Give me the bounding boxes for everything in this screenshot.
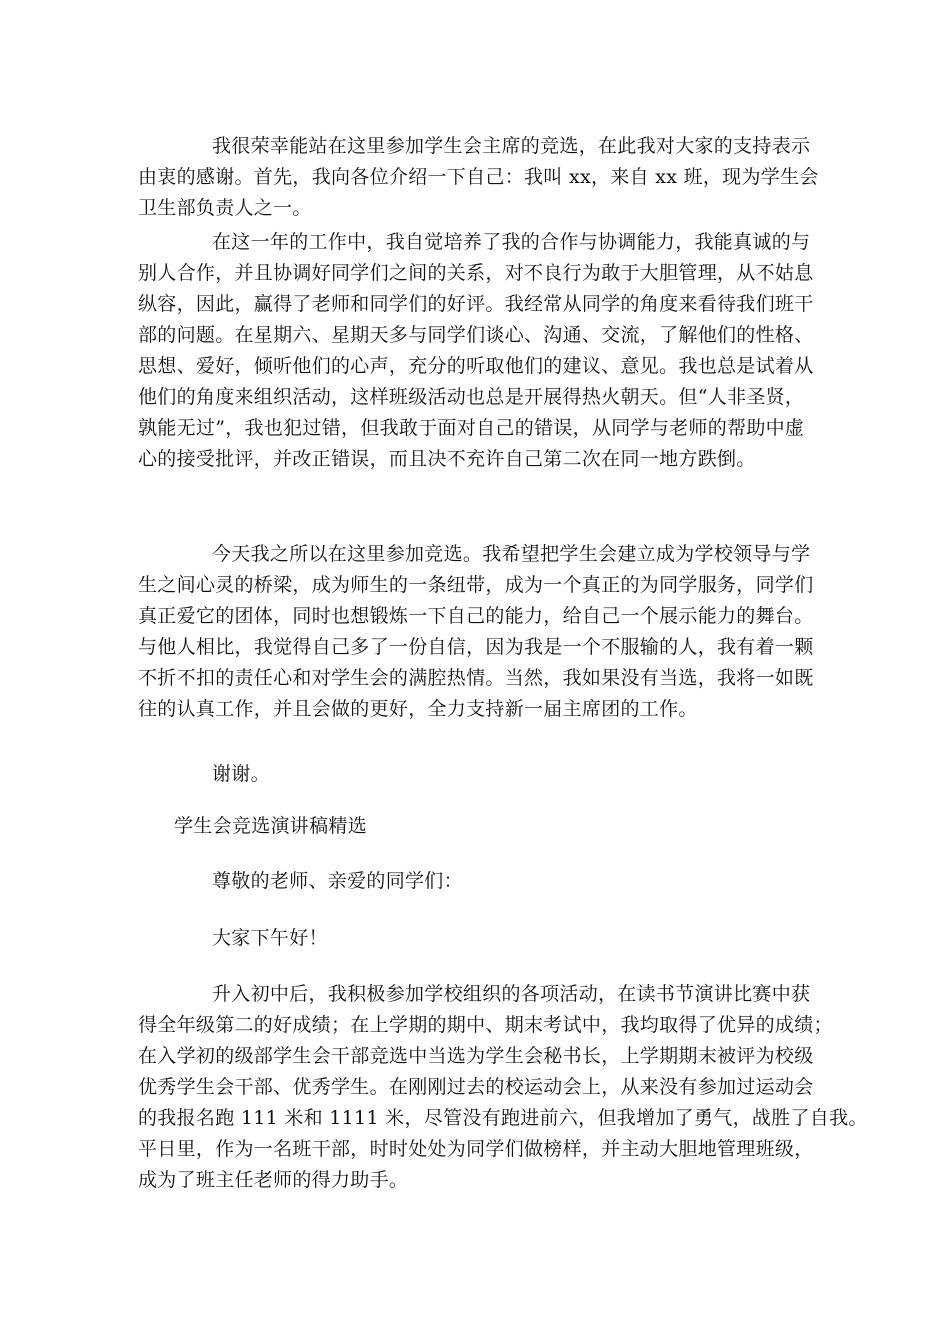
text-line: 今天我之所以在这里参加竞选。我希望把学生会建立成为学校领导与学 [212,543,811,565]
text-line: 往的认真工作，并且会做的更好，全力支持新一届主席团的工作。 [138,698,698,720]
text-line: 得全年级第二的好成绩；在上学期的期中、期末考试中，我均取得了优异的成绩； [138,1014,833,1036]
text-line: 真正爱它的团体，同时也想锻炼一下自己的能力，给自己一个展示能力的舞台。 [138,605,814,627]
text-line: 生之间心灵的桥梁，成为师生的一条纽带，成为一个真正的为同学服务，同学们 [138,574,814,596]
text-line: 心的接受批评，并改正错误，而且决不充许自己第二次在同一地方跌倒。 [138,448,756,470]
paragraph-thanks [138,759,828,790]
paragraph-campaign-goal [138,539,828,725]
text-line: 由衷的感谢。首先，我向各位介绍一下自己：我叫 xx，来自 xx 班，现为学生会 [138,166,819,188]
text-line: 别人合作，并且协调好同学们之间的关系，对不良行为敢于大胆管理，从不姑息 [138,262,814,284]
paragraph-salutation [138,866,828,897]
text-line: 平日里，作为一名班干部，时时处处为同学们做榜样，并主动大胆地管理班级， [138,1138,814,1160]
heading-text: 学生会竞选演讲稿精选 [174,815,368,837]
text-line: 他们的角度来组织活动，这样班级活动也总是开展得热火朝天。但“人非圣贤， [138,386,805,408]
section-heading [138,811,828,842]
text-line: 部的问题。在星期六、星期天多与同学们谈心、沟通、交流，了解他们的性格、 [138,324,814,346]
text-line: 纵容，因此，赢得了老师和同学们的好评。我经常从同学的角度来看待我们班干 [138,293,814,315]
text-line: 孰能无过”，我也犯过错，但我敢于面对自己的错误，从同学与老师的帮助中虚 [138,417,805,439]
text-line: 大家下午好！ [212,927,328,949]
text-line: 的我报名跑 111 米和 1111 米，尽管没有跑进前六，但我增加了勇气，战胜了自我。 [138,1107,868,1129]
text-line: 在入学初的级部学生会干部竞选中当选为学生会秘书长，上学期期末被评为校级 [138,1045,814,1067]
paragraph-intro [138,131,828,224]
text-line: 升入初中后，我积极参加学校组织的各项活动，在读书节演讲比赛中获 [212,983,811,1005]
text-line: 与他人相比，我觉得自己多了一份自信，因为我是一个不服输的人，我有着一颗 [138,636,814,658]
text-line: 卫生部负责人之一。 [138,197,312,219]
text-line: 尊敬的老师、亲爱的同学们： [212,870,463,892]
paragraph-achievements [138,979,868,1196]
text-line: 我很荣幸能站在这里参加学生会主席的竞选，在此我对大家的支持表示 [212,135,811,157]
text-line: 谢谢。 [212,763,270,785]
paragraph-greeting [138,923,828,954]
text-line: 在这一年的工作中，我自觉培养了我的合作与协调能力，我能真诚的与 [212,231,811,253]
text-line: 成为了班主任老师的得力助手。 [138,1169,409,1191]
paragraph-work-experience [138,227,828,475]
text-line: 思想、爱好，倾听他们的心声，充分的听取他们的建议、意见。我也总是试着从 [138,355,814,377]
text-line: 优秀学生会干部、优秀学生。在刚刚过去的校运动会上，从来没有参加过运动会 [138,1076,814,1098]
text-line: 不折不扣的责任心和对学生会的满腔热情。当然，我如果没有当选，我将一如既 [138,667,814,689]
